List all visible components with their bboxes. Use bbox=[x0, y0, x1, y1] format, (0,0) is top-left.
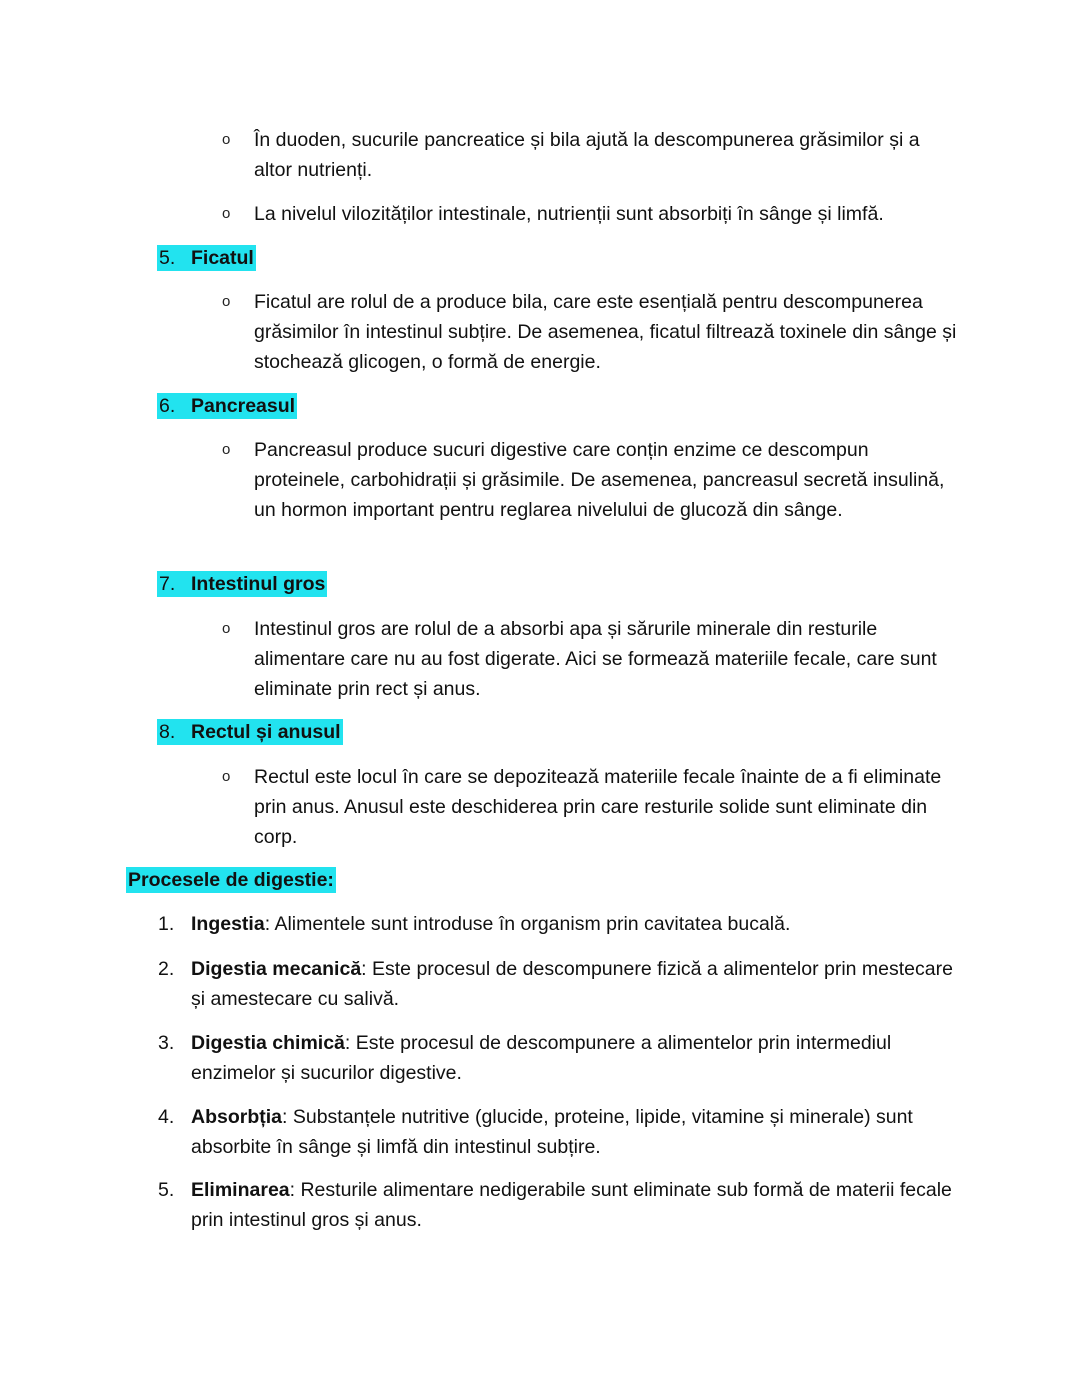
section-title: Procesele de digestie: bbox=[128, 869, 334, 891]
bullet-text: Intestinul gros are rolul de a absorbi apa și sărurile minerale din resturile alimentare care nu au fost digerate. Aici se formează materiile fecale, care sunt eliminate prin rect și anus. bbox=[254, 618, 937, 700]
heading-number: 5. bbox=[159, 247, 176, 269]
step-text bbox=[191, 954, 956, 1014]
heading-number: 6. bbox=[159, 395, 176, 417]
bullet-text: În duoden, sucurile pancreatice și bila ajută la descompunerea grăsimilor și a altor nutrienți. bbox=[254, 129, 920, 181]
heading-title: Pancreasul bbox=[191, 395, 296, 417]
bullet-symbol: o bbox=[222, 131, 231, 148]
heading-title: Ficatul bbox=[191, 247, 254, 269]
step-number: 1. bbox=[158, 913, 175, 935]
organ-heading-intestinul-gros bbox=[157, 571, 327, 597]
step-term: Digestia mecanică bbox=[191, 958, 362, 980]
bullet-text: Rectul este locul în care se depozitează materiile fecale înainte de a fi eliminate prin anus. Anusul este deschiderea prin care resturile solide sunt eliminate din corp. bbox=[254, 766, 942, 848]
bullet-symbol: o bbox=[222, 768, 231, 785]
heading-number: 8. bbox=[159, 721, 176, 743]
step-text bbox=[191, 1175, 956, 1235]
step-term: Ingestia bbox=[191, 913, 265, 935]
organ-heading-rectul-si-anusul bbox=[157, 719, 343, 745]
heading-title: Rectul și anusul bbox=[191, 721, 341, 743]
step-term: Digestia chimică bbox=[191, 1032, 345, 1054]
bullet-symbol: o bbox=[222, 205, 231, 222]
step-number: 5. bbox=[158, 1179, 175, 1201]
bullet-text: Ficatul are rolul de a produce bila, care este esențială pentru descompunerea grăsimilor în intestinul subțire. De asemenea, ficatul filtrează toxinele din sânge și stochează glicogen, o formă de energie. bbox=[254, 291, 957, 373]
bullet-text: La nivelul vilozităților intestinale, nutrienții sunt absorbiți în sânge și limfă. bbox=[254, 203, 884, 225]
step-description: : Alimentele sunt introduse în organism prin cavitatea bucală. bbox=[264, 913, 791, 935]
step-description: : Substanțele nutritive (glucide, proteine, lipide, vitamine și minerale) sunt absorbite în sânge și limfă din intestinul subțire. bbox=[191, 1106, 913, 1158]
step-term: Absorbția bbox=[191, 1106, 283, 1128]
bullet-symbol: o bbox=[222, 620, 231, 637]
step-number: 4. bbox=[158, 1106, 175, 1128]
step-term: Eliminarea bbox=[191, 1179, 290, 1201]
organ-heading-ficatul bbox=[157, 245, 256, 271]
bullet-symbol: o bbox=[222, 293, 231, 310]
step-description: : Este procesul de descompunere a alimentelor prin intermediul enzimelor și sucurilor digestive. bbox=[191, 1032, 892, 1084]
bullet-text: Pancreasul produce sucuri digestive care conțin enzime ce descompun proteinele, carbohidrații și grăsimile. De asemenea, pancreasul secretă insulină, un hormon important pentru reglarea nivelului de glucoză din sânge. bbox=[254, 439, 945, 521]
step-description: : Este procesul de descompunere fizică a alimentelor prin mestecare și amestecare cu salivă. bbox=[191, 958, 953, 1010]
step-text bbox=[191, 1028, 956, 1088]
step-number: 2. bbox=[158, 958, 175, 980]
organ-heading-pancreasul bbox=[157, 393, 297, 419]
step-text bbox=[191, 1102, 956, 1162]
step-text bbox=[191, 909, 956, 939]
heading-number: 7. bbox=[159, 573, 176, 595]
step-description: : Resturile alimentare nedigerabile sunt eliminate sub formă de materii fecale prin intestinul gros și anus. bbox=[191, 1179, 952, 1231]
heading-title: Intestinul gros bbox=[191, 573, 326, 595]
bullet-symbol: o bbox=[222, 441, 231, 458]
step-number: 3. bbox=[158, 1032, 175, 1054]
